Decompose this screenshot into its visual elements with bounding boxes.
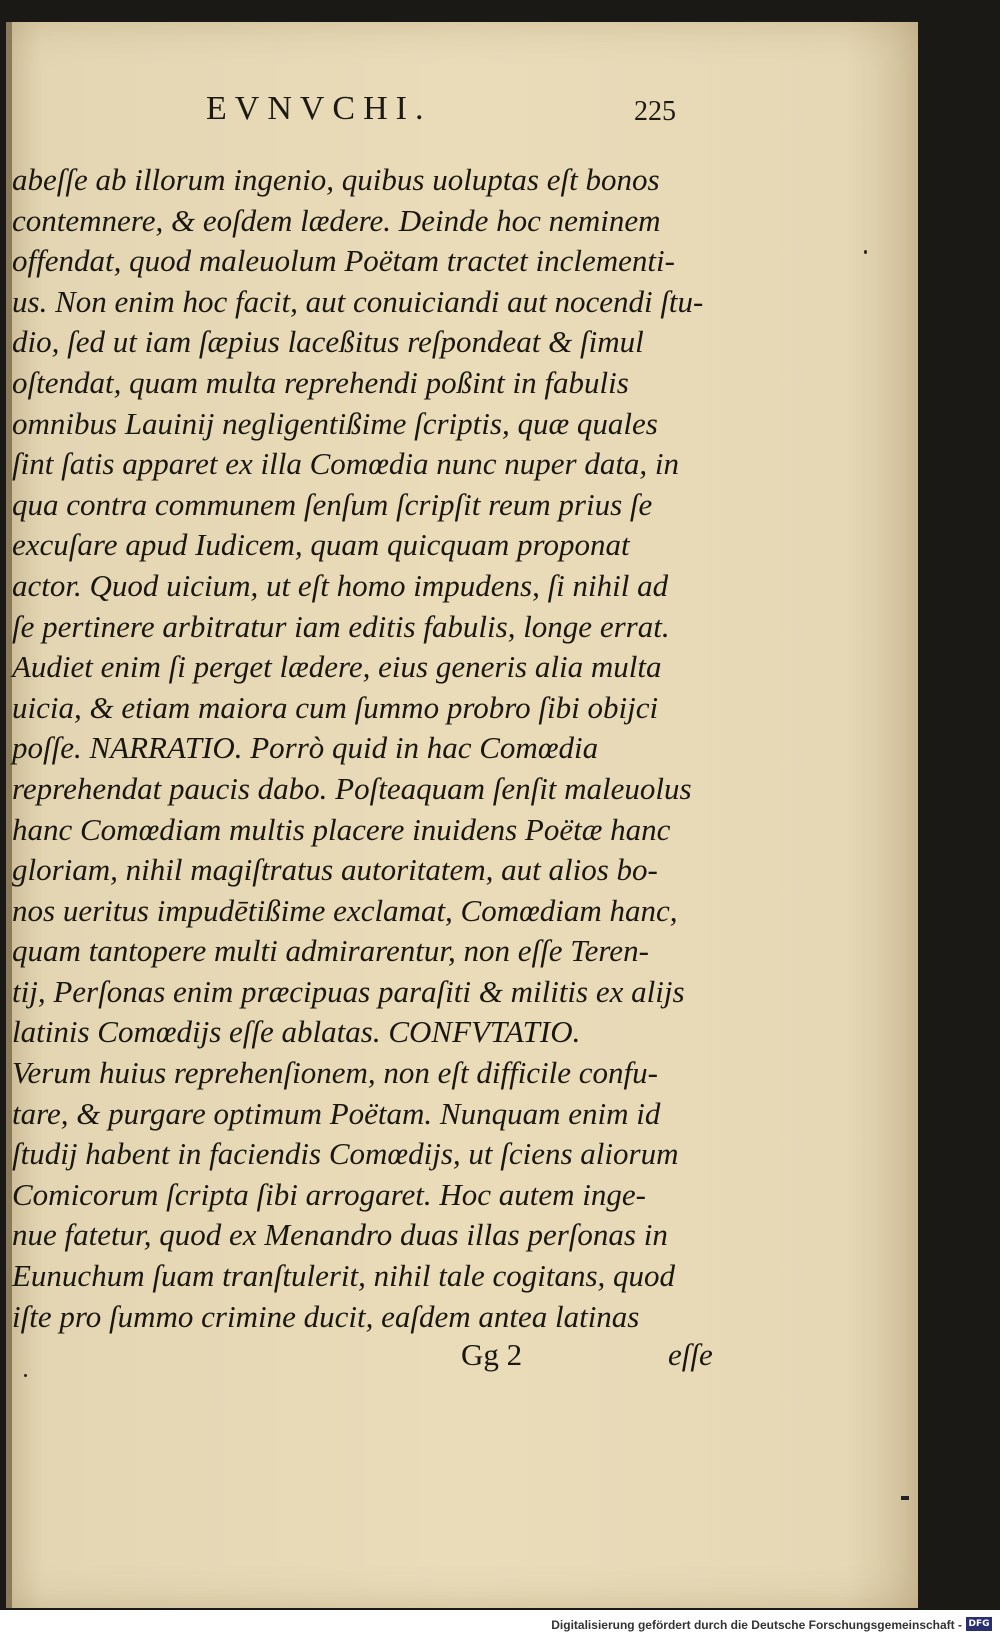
- text-line: Eunuchum ſuam tranſtulerit, nihil tale cogitans, quod: [12, 1258, 676, 1294]
- text-line: dio, ſed ut iam ſæpius laceßitus reſpondeat & ſimul: [12, 324, 644, 360]
- text-line: poſſe. NARRATIO. Porrò quid in hac Comœdia: [12, 730, 599, 766]
- text-line: omnibus Lauinij negligentißime ſcriptis, quæ quales: [12, 405, 658, 441]
- paper-speck: [864, 250, 867, 254]
- text-line: tare, & purgare optimum Poëtam. Nunquam enim id: [12, 1095, 661, 1131]
- text-line: oſtendat, quam multa reprehendi poßint in fabulis: [12, 364, 629, 400]
- dfg-logo: DFG: [966, 1617, 992, 1631]
- text-line: offendat, quod maleuolum Poëtam tractet inclementi-: [12, 243, 675, 279]
- book-page: [6, 22, 918, 1608]
- catchline: [6, 1337, 918, 1377]
- paper-speck: [24, 1374, 27, 1377]
- text-line: nos ueritus impudētißime exclamat, Comœdiam hanc,: [12, 892, 678, 928]
- text-line: abeſſe ab illorum ingenio, quibus uoluptas eſt bonos: [12, 162, 660, 197]
- text-line: us. Non enim hoc facit, aut conuiciandi aut nocendi ſtu-: [12, 283, 704, 319]
- text-line: tij, Perſonas enim præcipuas paraſiti & militis ex alijs: [12, 973, 685, 1009]
- page-number: 225: [634, 96, 676, 127]
- digitization-credit: Digitalisierung gefördert durch die Deutsche Forschungsgemeinschaft -: [551, 1618, 962, 1632]
- text-line: reprehendat paucis dabo. Poſteaquam ſenſit maleuolus: [12, 770, 692, 806]
- page-mark: [901, 1496, 909, 1500]
- text-line: quam tantopere multi admirarentur, non eſſe Teren-: [12, 933, 649, 969]
- text-line: hanc Comœdiam multis placere inuidens Poëtæ hanc: [12, 811, 671, 847]
- running-head: EVNVCHI.: [206, 90, 432, 127]
- text-line: ſe pertinere arbitratur iam editis fabulis, longe errat.: [12, 608, 670, 644]
- text-line: Comicorum ſcripta ſibi arrogaret. Hoc autem inge-: [12, 1176, 647, 1212]
- text-line: qua contra communem ſenſum ſcripſit reum prius ſe: [12, 486, 653, 522]
- text-line: excuſare apud Iudicem, quam quicquam proponat: [12, 527, 630, 563]
- text-line: uicia, & etiam maiora cum ſummo probro ſibi obijci: [12, 689, 659, 725]
- text-line: gloriam, nihil magiſtratus autoritatem, aut alios bo-: [12, 852, 658, 888]
- text-line: Verum huius reprehenſionem, non eſt difficile confu-: [12, 1055, 658, 1091]
- text-line: iſte pro ſummo crimine ducit, eaſdem antea latinas: [12, 1298, 640, 1334]
- signature-mark: Gg 2: [461, 1337, 523, 1372]
- text-line: ſtudij habent in faciendis Comœdijs, ut ſciens aliorum: [12, 1136, 679, 1172]
- text-line: contemnere, & eoſdem lædere. Deinde hoc neminem: [12, 202, 661, 238]
- text-line: Audiet enim ſi perget lædere, eius generis alia multa: [12, 649, 662, 685]
- text-line: actor. Quod uicium, ut eſt homo impudens, ſi nihil ad: [12, 567, 669, 603]
- catchword: eſſe: [668, 1337, 713, 1372]
- text-line: latinis Comœdijs eſſe ablatas. CONFVTATIO.: [12, 1014, 581, 1050]
- text-line: ſint ſatis apparet ex illa Comœdia nunc nuper data, in: [12, 446, 680, 482]
- body-text: [12, 160, 718, 1337]
- text-line: nue fatetur, quod ex Menandro duas illas perſonas in: [12, 1217, 668, 1253]
- digitization-footer: [0, 1610, 1000, 1639]
